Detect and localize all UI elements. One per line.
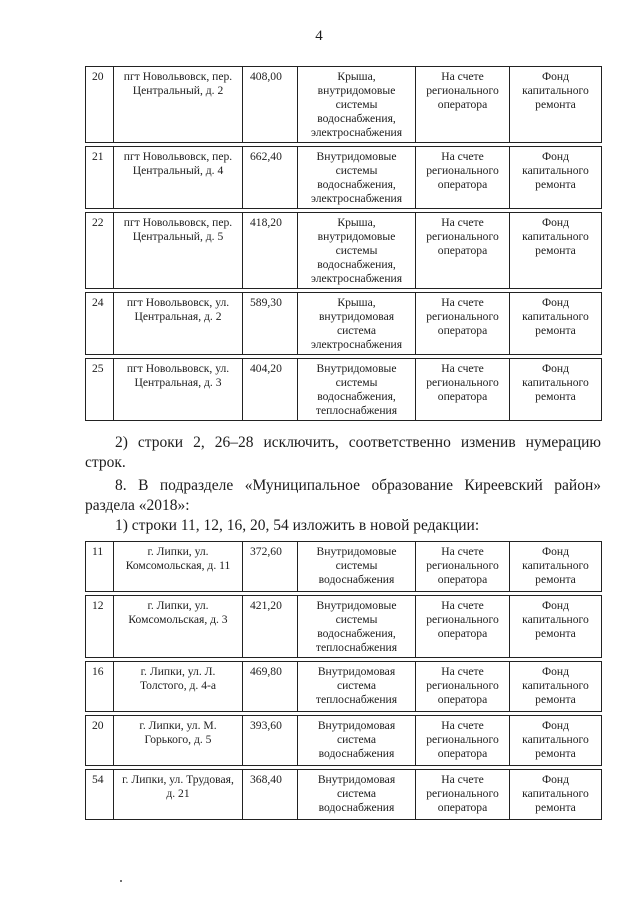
area-cell: 372,60 <box>243 542 298 592</box>
account-cell: На счете регионального оператора <box>416 359 510 421</box>
area-cell: 368,40 <box>243 770 298 820</box>
page-number: 4 <box>315 28 323 44</box>
table-row <box>86 662 602 712</box>
address-cell: г. Липки, ул. Трудовая, д. 21 <box>114 770 243 820</box>
address-cell: г. Липки, ул. М. Горького, д. 5 <box>114 716 243 766</box>
instruction-paragraph-2 <box>85 476 601 516</box>
row-number: 24 <box>86 293 114 355</box>
works-cell: Крыша, внутридомовая система электроснабжения <box>298 293 416 355</box>
table-row <box>86 542 602 592</box>
works-cell: Внутридомовые системы водоснабжения, электроснабжения <box>298 147 416 209</box>
area-cell: 404,20 <box>243 359 298 421</box>
area-cell: 662,40 <box>243 147 298 209</box>
row-number: 20 <box>86 716 114 766</box>
funding-source-cell: Фонд капитального ремонта <box>510 716 602 766</box>
paragraph-text: 8. В подразделе «Муниципальное образование Киреевский район» раздела «2018»: <box>85 477 601 514</box>
area-cell: 393,60 <box>243 716 298 766</box>
area-cell: 408,00 <box>243 67 298 143</box>
account-cell: На счете регионального оператора <box>416 67 510 143</box>
table-row <box>86 293 602 355</box>
table-row <box>86 67 602 143</box>
account-cell: На счете регионального оператора <box>416 213 510 289</box>
paragraph-text: 1) строки 11, 12, 16, 20, 54 изложить в новой редакции: <box>115 517 480 534</box>
address-cell: г. Липки, ул. Л. Толстого, д. 4-а <box>114 662 243 712</box>
repair-table-2 <box>85 541 602 820</box>
works-cell: Внутридомовые системы водоснабжения, теплоснабжения <box>298 596 416 658</box>
table-row <box>86 770 602 820</box>
paragraph-text: 2) строки 2, 26–28 исключить, соответственно изменив нумерацию строк. <box>85 434 601 471</box>
area-cell: 418,20 <box>243 213 298 289</box>
repair-table-1 <box>85 66 602 421</box>
funding-source-cell: Фонд капитального ремонта <box>510 147 602 209</box>
address-cell: г. Липки, ул. Комсомольская, д. 3 <box>114 596 243 658</box>
row-number: 11 <box>86 542 114 592</box>
row-number: 22 <box>86 213 114 289</box>
funding-source-cell: Фонд капитального ремонта <box>510 662 602 712</box>
table-row <box>86 716 602 766</box>
row-number: 12 <box>86 596 114 658</box>
row-number: 16 <box>86 662 114 712</box>
works-cell: Внутридомовые системы водоснабжения <box>298 542 416 592</box>
address-cell: пгт Новольвовск, ул. Центральная, д. 3 <box>114 359 243 421</box>
works-cell: Внутридомовая система водоснабжения <box>298 770 416 820</box>
works-cell: Крыша, внутридомовые системы водоснабжения, электроснабжения <box>298 67 416 143</box>
address-cell: пгт Новольвовск, пер. Центральный, д. 5 <box>114 213 243 289</box>
instruction-paragraph-3 <box>85 516 601 536</box>
table-row <box>86 147 602 209</box>
funding-source-cell: Фонд капитального ремонта <box>510 542 602 592</box>
area-cell: 421,20 <box>243 596 298 658</box>
works-cell: Внутридомовые системы водоснабжения, теплоснабжения <box>298 359 416 421</box>
row-number: 20 <box>86 67 114 143</box>
works-cell: Внутридомовая система водоснабжения <box>298 716 416 766</box>
account-cell: На счете регионального оператора <box>416 293 510 355</box>
instruction-paragraph-1 <box>85 433 601 473</box>
works-cell: Крыша, внутридомовые системы водоснабжения, электроснабжения <box>298 213 416 289</box>
account-cell: На счете регионального оператора <box>416 542 510 592</box>
row-number: 25 <box>86 359 114 421</box>
area-cell: 469,80 <box>243 662 298 712</box>
address-cell: г. Липки, ул. Комсомольская, д. 11 <box>114 542 243 592</box>
scan-speck <box>120 880 122 882</box>
table-row <box>86 359 602 421</box>
account-cell: На счете регионального оператора <box>416 596 510 658</box>
account-cell: На счете регионального оператора <box>416 716 510 766</box>
area-cell: 589,30 <box>243 293 298 355</box>
account-cell: На счете регионального оператора <box>416 147 510 209</box>
address-cell: пгт Новольвовск, пер. Центральный, д. 2 <box>114 67 243 143</box>
table-row <box>86 213 602 289</box>
table-row <box>86 596 602 658</box>
funding-source-cell: Фонд капитального ремонта <box>510 359 602 421</box>
funding-source-cell: Фонд капитального ремонта <box>510 67 602 143</box>
row-number: 21 <box>86 147 114 209</box>
funding-source-cell: Фонд капитального ремонта <box>510 596 602 658</box>
account-cell: На счете регионального оператора <box>416 770 510 820</box>
works-cell: Внутридомовая система теплоснабжения <box>298 662 416 712</box>
funding-source-cell: Фонд капитального ремонта <box>510 213 602 289</box>
address-cell: пгт Новольвовск, пер. Центральный, д. 4 <box>114 147 243 209</box>
row-number: 54 <box>86 770 114 820</box>
funding-source-cell: Фонд капитального ремонта <box>510 770 602 820</box>
funding-source-cell: Фонд капитального ремонта <box>510 293 602 355</box>
account-cell: На счете регионального оператора <box>416 662 510 712</box>
address-cell: пгт Новольвовск, ул. Центральная, д. 2 <box>114 293 243 355</box>
